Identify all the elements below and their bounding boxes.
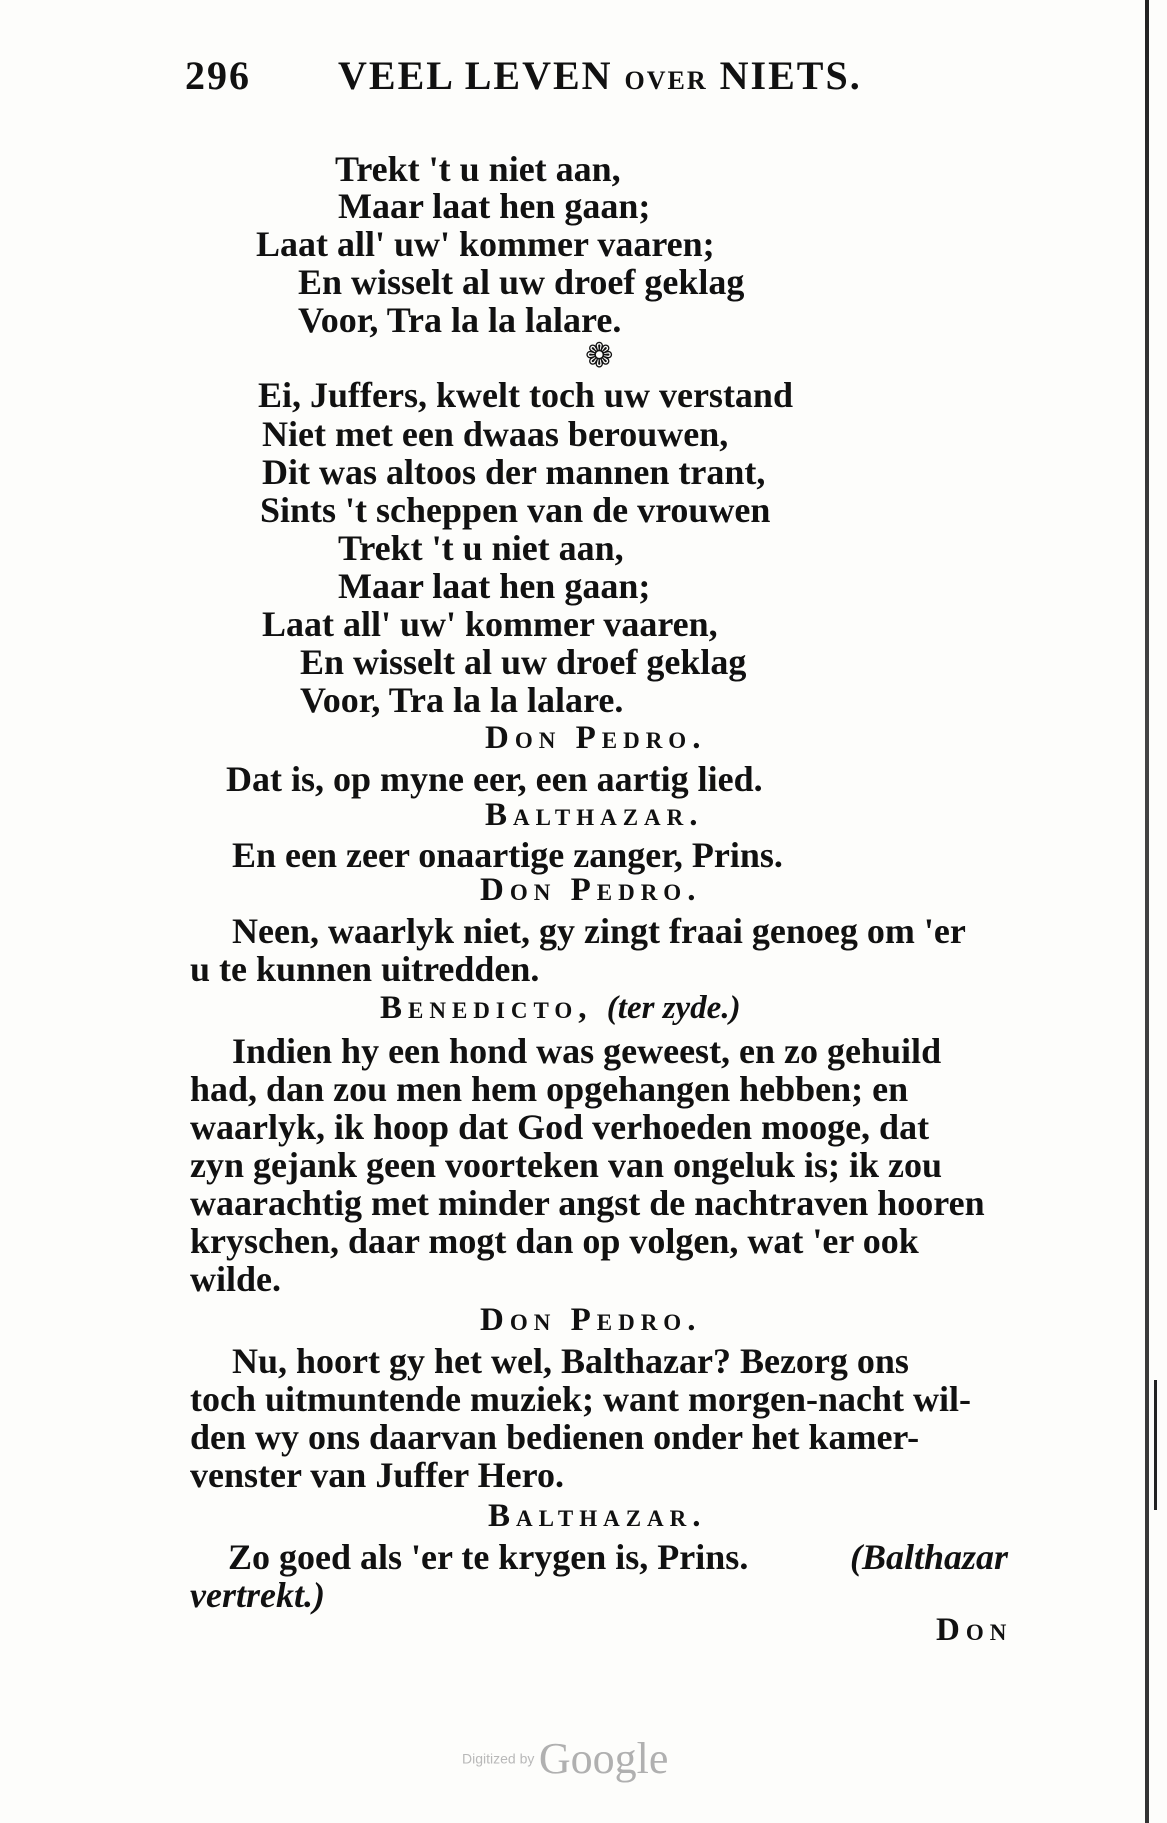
verse-line: Niet met een dwaas berouwen, <box>262 414 729 454</box>
dialogue-line: Indien hy een hond was geweest, en zo gehuild <box>232 1031 942 1071</box>
digitized-label: Digitized by <box>462 1750 535 1767</box>
google-wordmark: Google <box>538 1734 669 1783</box>
dialogue-line: wilde. <box>190 1259 282 1299</box>
verse-line: Maar laat hen gaan; <box>338 186 651 226</box>
dialogue-line: En een zeer onaartige zanger, Prins. <box>232 835 783 875</box>
verse-line: Ei, Juffers, kwelt toch uw verstand <box>258 375 793 415</box>
speaker-name: Benedicto, <box>380 990 593 1026</box>
verse-line: Laat all' uw' kommer vaaren, <box>262 604 718 644</box>
stage-direction: (ter zyde.) <box>606 990 741 1026</box>
dialogue-line: u te kunnen uitredden. <box>190 949 540 989</box>
catchword: Don <box>936 1612 1013 1648</box>
dialogue-line: waarlyk, ik hoop dat God verhoeden mooge, dat <box>190 1107 930 1147</box>
ornament-rosette: ❁ <box>585 338 614 375</box>
dialogue-line: Nu, hoort gy het wel, Balthazar? Bezorg ons <box>232 1341 909 1381</box>
verse-line: Dit was altoos der mannen trant, <box>262 452 766 492</box>
digitization-watermark <box>462 1733 668 1784</box>
verse-line: En wisselt al uw droef geklag <box>300 642 747 682</box>
dialogue-line: zyn gejank geen voorteken van ongeluk is; ik zou <box>190 1145 943 1185</box>
verse-line: En wisselt al uw droef geklag <box>298 262 745 302</box>
dialogue-line: waarachtig met minder angst de nachtraven hooren <box>190 1183 985 1223</box>
speaker-name: Don Pedro. <box>480 872 702 908</box>
verse-line: Maar laat hen gaan; <box>338 566 651 606</box>
speaker-name: Balthazar. <box>485 797 704 833</box>
dialogue-line: den wy ons daarvan bedienen onder het kamer- <box>190 1417 920 1457</box>
title-main: VEEL LEVEN <box>338 53 613 98</box>
dialogue-line: had, dan zou men hem opgehangen hebben; en <box>190 1069 909 1109</box>
stage-direction: vertrekt.) <box>190 1575 325 1615</box>
speaker-line <box>380 990 741 1027</box>
page-edge-shadow <box>1145 0 1149 1823</box>
verse-line: Voor, Tra la la lalare. <box>298 300 622 340</box>
page-edge-mark <box>1154 1380 1157 1510</box>
running-title <box>338 52 862 99</box>
dialogue-line: toch uitmuntende muziek; want morgen-nacht wil- <box>190 1379 971 1419</box>
running-header <box>185 52 885 102</box>
verse-line: Laat all' uw' kommer vaaren; <box>256 224 715 264</box>
dialogue-line: venster van Juffer Hero. <box>190 1455 564 1495</box>
verse-line: Sints 't scheppen van de vrouwen <box>260 490 771 530</box>
speaker-name: Don Pedro. <box>480 1302 702 1338</box>
speaker-name: Balthazar. <box>488 1498 707 1534</box>
speaker-name: Don Pedro. <box>485 720 707 756</box>
page-number: 296 <box>185 53 251 98</box>
title-small: OVER <box>624 66 708 95</box>
dialogue-line: Neen, waarlyk niet, gy zingt fraai genoeg om 'er <box>232 911 966 951</box>
verse-line: Trekt 't u niet aan, <box>335 149 621 189</box>
dialogue-line: kryschen, daar mogt dan op volgen, wat 'er ook <box>190 1221 919 1261</box>
dialogue-line: Zo goed als 'er te krygen is, Prins. <box>228 1537 749 1577</box>
verse-line: Trekt 't u niet aan, <box>338 528 624 568</box>
stage-direction: (Balthazar <box>850 1537 1009 1577</box>
title-end: NIETS. <box>719 53 862 98</box>
verse-line: Voor, Tra la la lalare. <box>300 680 624 720</box>
dialogue-line: Dat is, op myne eer, een aartig lied. <box>226 759 763 799</box>
